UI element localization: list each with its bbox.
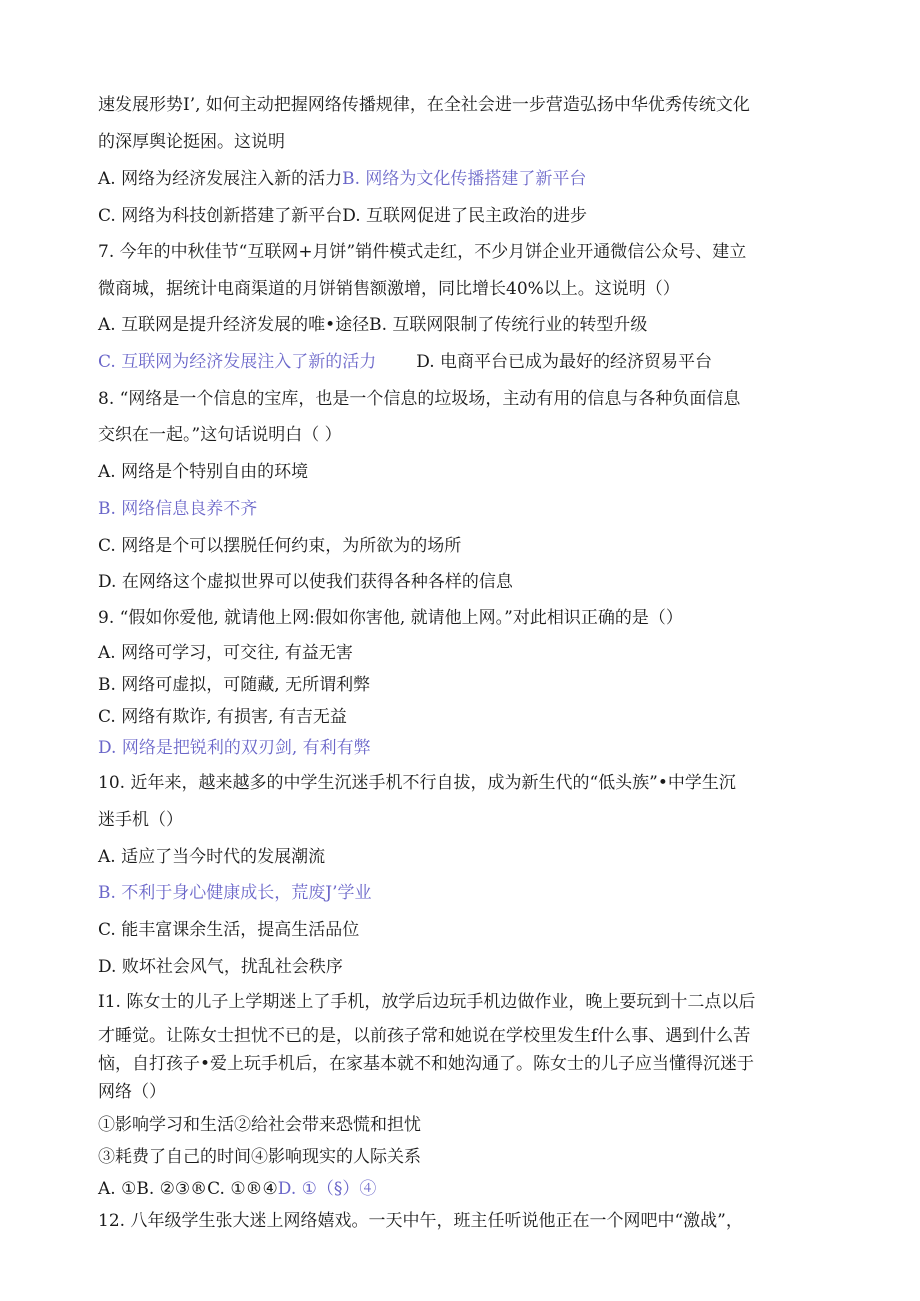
q11-stem-line-2: 才睡觉。让陈女士担忧不已的是，以前孩子常和她说在学校里发生f什么事、遇到什么苦: [98, 1026, 751, 1046]
q8-stem-line-1: 8. “网络是一个信息的宝库，也是一个信息的垃圾场，主动有用的信息与各种负面信息: [98, 389, 741, 409]
q11-items-3-4: ③耗费了自己的时间④影响现实的人际关系: [98, 1147, 421, 1167]
q7-option-a: A. 互联网是提升经济发展的唯•途径: [98, 315, 370, 335]
q10-option-c: C. 能丰富课余生活，提高生活品位: [98, 920, 360, 940]
q10-stem-line-1: 10. 近年来，越来越多的中学生沉迷手机不行自拔，成为新生代的“低头族”•中学生沉: [98, 773, 736, 793]
q6-stem-line-2: 的深厚舆论挺困。这说明: [98, 132, 285, 152]
q7-stem-line-2: 微商城，据统计电商渠道的月饼销售额激增，同比增长40%以上。这说明（）: [98, 279, 680, 299]
q7-stem-line-1: 7. 今年的中秋佳节“互联网+月饼”销件模式走红，不少月饼企业开通微信公众号、建立: [98, 242, 747, 262]
q7-options-cd: [98, 351, 712, 373]
q11-stem-line-4: 网络（）: [98, 1082, 166, 1102]
q8-stem-line-2: 交织在一起。”这句话说明白（ ）: [98, 425, 342, 445]
q10-option-a: A. 适应了当今时代的发展潮流: [98, 847, 326, 867]
q9-option-b: B. 网络可虚拟，可随藏, 无所谓利弊: [98, 675, 371, 695]
q11-stem-line-1: I1. 陈女士的儿子上学期迷上了手机，放学后边玩手机边做作业，晚上要玩到十二点以后: [98, 992, 756, 1012]
q12-stem-line-1: 12. 八年级学生张大迷上网络嬉戏。一天中午，班主任听说他正在一个网吧中“激战”，: [98, 1211, 743, 1231]
q9-option-d-answer: D. 网络是把锐利的双刃剑, 有利有弊: [98, 738, 371, 758]
q7-option-d: D. 电商平台已成为最好的经济贸易平台: [416, 352, 713, 372]
q7-option-c-answer: C. 互联网为经济发展注入了新的活力: [98, 352, 377, 372]
q11-stem-line-3: 恼，自打孩子•爱上玩手机后，在家基本就不和她沟通了。陈女士的儿子应当懂得沉迷于: [98, 1054, 755, 1074]
q7-options-ab: [98, 314, 647, 336]
q6-option-c: C. 网络为科技创新搭建了新平台: [98, 206, 343, 226]
q10-option-b-answer: B. 不利于身心健康成长，荒废J’学业: [98, 883, 372, 903]
q11-options: [98, 1178, 376, 1200]
q8-option-c: C. 网络是个可以摆脱任何约束，为所欲为的场所: [98, 536, 462, 556]
q8-option-a: A. 网络是个特别自由的环境: [98, 462, 309, 482]
q8-option-d: D. 在网络这个虚拟世界可以使我们获得各种各样的信息: [98, 572, 513, 592]
q10-option-d: D. 败坏社会风气，扰乱社会秩序: [98, 957, 343, 977]
q7-option-b: B. 互联网限制了传统行业的转型升级: [369, 315, 648, 335]
q9-option-c: C. 网络有欺诈, 有损害, 有吉无益: [98, 707, 347, 727]
q9-stem-line-1: 9. “假如你爱他, 就请他上网:假如你害他, 就请他上网。”对此相识正确的是（）: [98, 608, 683, 628]
q10-stem-line-2: 迷手机（）: [98, 810, 183, 830]
q8-option-b-answer: B. 网络信息良养不齐: [98, 499, 258, 519]
q6-options-ab: [98, 168, 586, 190]
q6-option-d: D. 互联网促进了民主政治的进步: [342, 206, 588, 226]
q11-options-abc: A. ①B. ②③®C. ①®④: [98, 1179, 278, 1199]
q11-items-1-2: ①影响学习和生活②给社会带来恐慌和担忧: [98, 1115, 421, 1135]
q6-option-b-answer: B. 网络为文化传播搭建了新平台: [342, 169, 587, 189]
q6-option-a: A. 网络为经济发展注入新的活力: [98, 169, 343, 189]
q9-option-a: A. 网络可学习，可交往, 有益无害: [98, 643, 353, 663]
q6-stem-line-1: 速发展形势I’, 如何主动把握网络传播规律，在全社会进一步营造弘扬中华优秀传统文化: [98, 95, 750, 115]
q6-options-cd: [98, 205, 587, 227]
q11-option-d-answer: D. ①（§）④: [277, 1179, 377, 1199]
